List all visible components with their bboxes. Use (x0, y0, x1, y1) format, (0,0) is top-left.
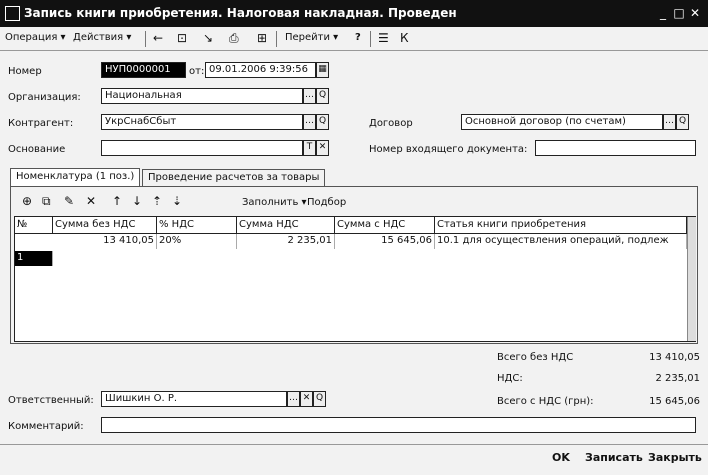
add-row-icon[interactable]: ⊕ (22, 194, 33, 208)
number-field[interactable]: НУП0000001 (101, 62, 186, 78)
contractor-label: Контрагент: (8, 118, 74, 129)
comment-field[interactable] (101, 417, 696, 433)
search-icon[interactable]: Q (676, 114, 689, 130)
tab-settlements[interactable]: Проведение расчетов за товары (142, 169, 325, 187)
column-header[interactable]: Сумма без НДС (53, 217, 157, 234)
print-icon[interactable]: ⎙ (229, 31, 239, 45)
cell-vat-rate[interactable]: 20% (157, 234, 237, 249)
contract-field[interactable]: Основной договор (по счетам) (461, 114, 663, 130)
column-header[interactable]: Статья книги приобретения (435, 217, 687, 234)
save-button[interactable]: Записать (585, 451, 643, 464)
window-title: Запись книги приобретения. Налоговая накладная. Проведен (24, 6, 457, 20)
column-header[interactable]: Сумма НДС (237, 217, 335, 234)
search-icon[interactable]: Q (313, 391, 326, 407)
responsible-label: Ответственный: (8, 395, 94, 406)
cell-vat[interactable]: 2 235,01 (237, 234, 335, 249)
actions-menu[interactable]: Действия ▾ (73, 32, 132, 43)
sort-desc-icon[interactable]: ⇣ (172, 194, 183, 208)
fill-menu[interactable]: Заполнить ▾ (242, 197, 307, 208)
calendar-icon[interactable]: ▦ (316, 62, 329, 78)
cell-sum-no-vat[interactable]: 13 410,05 (53, 234, 157, 249)
date-label: от: (189, 66, 205, 77)
move-up-icon[interactable]: ↑ (112, 194, 123, 208)
sort-asc-icon[interactable]: ⇡ (152, 194, 163, 208)
search-icon[interactable]: Q (316, 114, 329, 130)
select-button[interactable]: … (303, 114, 316, 130)
operation-menu[interactable]: Операция ▾ (5, 32, 66, 43)
select-button[interactable]: … (303, 88, 316, 104)
arrow-icon[interactable]: ↘ (203, 31, 214, 45)
delete-row-icon[interactable]: ✕ (86, 194, 97, 208)
close-icon[interactable]: ✕ (689, 6, 701, 20)
toolbar-separator (370, 31, 371, 47)
goto-menu[interactable]: Перейти ▾ (285, 32, 339, 43)
total-with-vat-value: 15 645,06 (649, 396, 700, 407)
organization-label: Организация: (8, 92, 81, 103)
window-icon (5, 6, 20, 21)
responsible-field[interactable]: Шишкин О. Р. (101, 391, 287, 407)
minimize-icon[interactable]: _ (660, 6, 666, 20)
comment-label: Комментарий: (8, 421, 84, 432)
incoming-number-label: Номер входящего документа: (369, 144, 528, 155)
toolbar (0, 28, 708, 51)
type-button[interactable]: T (303, 140, 316, 156)
cell-sum-with-vat[interactable]: 15 645,06 (335, 234, 435, 249)
incoming-number-field[interactable] (535, 140, 696, 156)
contractor-field[interactable]: УкрСнабСбыт (101, 114, 303, 130)
kt-icon[interactable]: К (400, 31, 409, 45)
vat-value: 2 235,01 (655, 373, 700, 384)
help-button[interactable]: ? (355, 32, 361, 43)
total-no-vat-value: 13 410,05 (649, 352, 700, 363)
column-header[interactable]: № (15, 217, 53, 234)
search-icon[interactable]: Q (316, 88, 329, 104)
move-down-icon[interactable]: ↓ (132, 194, 143, 208)
toolbar-separator (276, 31, 277, 47)
date-field[interactable]: 09.01.2006 9:39:56 (205, 62, 316, 78)
copy-row-icon[interactable]: ⧉ (42, 194, 51, 208)
clear-icon[interactable]: ✕ (300, 391, 313, 407)
toolbar-separator (145, 31, 146, 47)
structure-icon[interactable]: ⊞ (257, 31, 268, 45)
column-header[interactable]: % НДС (157, 217, 237, 234)
basis-field[interactable] (101, 140, 303, 156)
vat-label: НДС: (497, 373, 523, 384)
table-row[interactable] (15, 234, 687, 263)
edit-row-icon[interactable]: ✎ (64, 194, 75, 208)
arrow-left-icon[interactable]: ← (153, 31, 164, 45)
cell-article[interactable]: 10.1 для осуществления операций, подлеж (435, 234, 687, 249)
tab-nomenclature[interactable]: Номенклатура (1 поз.) (10, 168, 140, 186)
column-header[interactable]: Сумма с НДС (335, 217, 435, 234)
select-items-button[interactable]: Подбор (307, 197, 347, 208)
total-no-vat-label: Всего без НДС (497, 352, 574, 363)
contract-label: Договор (369, 118, 413, 129)
basis-label: Основание (8, 144, 66, 155)
title-bar (0, 0, 708, 27)
items-table (14, 216, 696, 342)
cell-number[interactable]: 1 (15, 251, 53, 266)
close-button[interactable]: Закрыть (648, 451, 702, 464)
number-label: Номер (8, 66, 42, 77)
organization-field[interactable]: Национальная (101, 88, 303, 104)
movements-icon[interactable]: ☰ (378, 31, 389, 45)
bottom-bar (0, 444, 708, 475)
clear-icon[interactable]: ✕ (316, 140, 329, 156)
doc-icon[interactable]: ⊡ (177, 31, 188, 45)
ok-button[interactable]: OK (552, 451, 570, 464)
total-with-vat-label: Всего с НДС (грн): (497, 396, 594, 407)
maximize-icon[interactable]: □ (673, 6, 685, 20)
select-button[interactable]: … (287, 391, 300, 407)
table-scrollbar[interactable] (687, 217, 696, 341)
select-button[interactable]: … (663, 114, 676, 130)
